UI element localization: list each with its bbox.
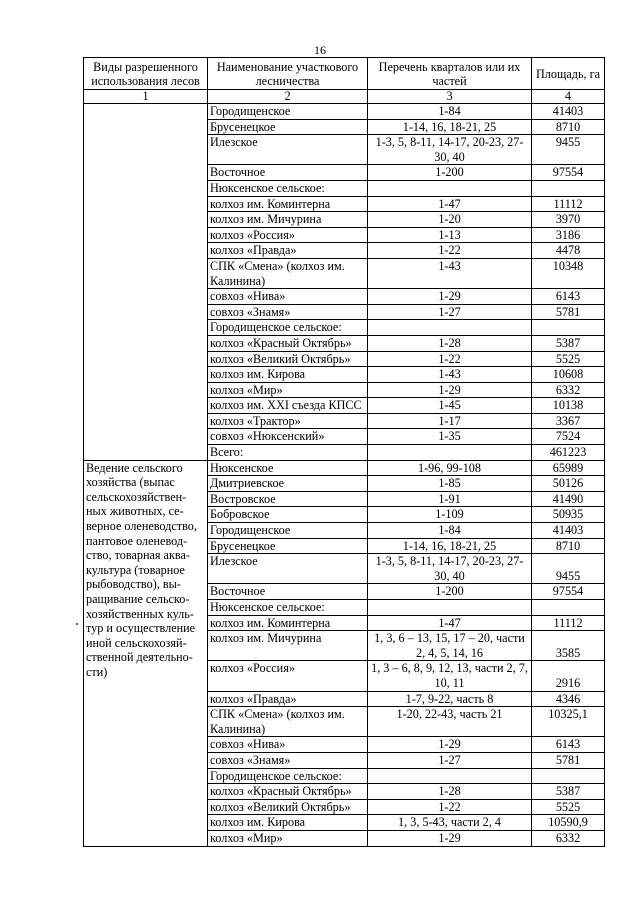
quarters-cell: 1-27 [368,304,532,320]
area-cell: 41403 [532,104,605,120]
district-name-cell: колхоз «Мир» [208,830,368,846]
district-name-cell: колхоз им. Мичурина [208,631,368,661]
district-name-cell: Восточное [208,165,368,181]
column-number: 1 [84,90,208,104]
quarters-cell: 1-28 [368,335,532,351]
district-name-cell: колхоз «Россия» [208,661,368,691]
area-cell: 97554 [532,165,605,181]
quarters-cell: 1-84 [368,104,532,120]
quarters-cell: 1-47 [368,615,532,631]
quarters-cell: 1-43 [368,367,532,383]
table-body [84,104,605,847]
district-name-cell: Илезское [208,554,368,584]
quarters-cell: 1-29 [368,830,532,846]
column-number: 3 [368,90,532,104]
area-cell: 10608 [532,367,605,383]
district-name-cell: Нюксенское сельское: [208,180,368,196]
district-name-cell: колхоз «Мир» [208,382,368,398]
header-row [84,58,605,90]
area-cell: 8710 [532,119,605,135]
quarters-cell: 1, 3 – 6, 8, 9, 12, 13, части 2, 7, 10, 11 [368,661,532,691]
district-name-cell: колхоз «Красный Октябрь» [208,335,368,351]
district-name-cell: колхоз «Великий Октябрь» [208,799,368,815]
quarters-cell: 1-22 [368,799,532,815]
area-cell: 5387 [532,784,605,800]
quarters-cell [368,445,532,461]
area-cell: 4478 [532,243,605,259]
quarters-cell: 1-47 [368,196,532,212]
district-name-cell: Илезское [208,135,368,165]
quarters-cell: 1-200 [368,165,532,181]
district-name-cell: Востровское [208,491,368,507]
district-name-cell: Брусенецкое [208,119,368,135]
header-quarters-list: Перечень кварталов или их частей [368,58,532,90]
quarters-cell [368,180,532,196]
quarters-cell: 1-14, 16, 18-21, 25 [368,119,532,135]
quarters-cell: 1-85 [368,476,532,492]
area-cell: 4346 [532,691,605,707]
district-name-cell: совхоз «Знамя» [208,752,368,768]
district-name-cell: Городищенское сельское: [208,768,368,784]
district-name-cell: Городищенское сельское: [208,320,368,336]
district-name-cell: Восточное [208,584,368,600]
area-cell [532,180,605,196]
quarters-cell: 1, 3, 6 – 13, 15, 17 – 20, части 2, 4, 5, 14, 16 [368,631,532,661]
area-cell: 41403 [532,523,605,539]
district-name-cell: совхоз «Знамя» [208,304,368,320]
area-cell: 10348 [532,258,605,288]
quarters-cell: 1, 3, 5-43, части 2, 4 [368,815,532,831]
page-number: 16 [314,43,326,57]
area-cell: 41490 [532,491,605,507]
area-cell: 5525 [532,351,605,367]
quarters-cell: 1-45 [368,398,532,414]
area-cell: 50126 [532,476,605,492]
district-name-cell: колхоз «Правда» [208,243,368,259]
district-name-cell: Всего: [208,445,368,461]
district-name-cell: колхоз им. Мичурина [208,212,368,228]
district-name-cell: совхоз «Нива» [208,289,368,305]
quarters-cell: 1-29 [368,737,532,753]
quarters-cell: 1-20 [368,212,532,228]
area-cell: 5387 [532,335,605,351]
quarters-cell: 1-3, 5, 8-11, 14-17, 20-23, 27-30, 40 [368,135,532,165]
area-cell: 3367 [532,413,605,429]
area-cell: 6332 [532,382,605,398]
area-cell: 11112 [532,196,605,212]
quarters-cell: 1-96, 99-108 [368,460,532,476]
area-cell: 11112 [532,615,605,631]
quarters-cell: 1-43 [368,258,532,288]
quarters-cell [368,600,532,616]
quarters-cell: 1-22 [368,243,532,259]
forest-usage-table [83,57,605,847]
table-row [84,460,605,476]
quarters-cell [368,768,532,784]
quarters-cell: 1-13 [368,227,532,243]
area-cell [532,768,605,784]
district-name-cell: Городищенское [208,523,368,539]
district-name-cell: Нюксенское [208,460,368,476]
header-usage-type: Виды разрешенного использования лесов [84,58,208,90]
column-number: 2 [208,90,368,104]
area-cell: 10138 [532,398,605,414]
area-cell: 2916 [532,661,605,691]
district-name-cell: Городищенское [208,104,368,120]
area-cell [532,600,605,616]
district-name-cell: колхоз «Великий Октябрь» [208,351,368,367]
area-cell: 5781 [532,304,605,320]
area-cell: 5781 [532,752,605,768]
quarters-cell: 1-84 [368,523,532,539]
district-name-cell: совхоз «Нива» [208,737,368,753]
area-cell: 10590,9 [532,815,605,831]
quarters-cell: 1-200 [368,584,532,600]
quarters-cell: 1-91 [368,491,532,507]
district-name-cell: Бобровское [208,507,368,523]
area-cell: 97554 [532,584,605,600]
district-name-cell: колхоз «Правда» [208,691,368,707]
quarters-cell: 1-109 [368,507,532,523]
area-cell: 50935 [532,507,605,523]
quarters-cell: 1-3, 5, 8-11, 14-17, 20-23, 27-30, 40 [368,554,532,584]
district-name-cell: СПК «Смена» (колхоз им. Калинина) [208,707,368,737]
area-cell: 3585 [532,631,605,661]
area-cell: 3186 [532,227,605,243]
column-number: 4 [532,90,605,104]
district-name-cell: СПК «Смена» (колхоз им. Калинина) [208,258,368,288]
quarters-cell: 1-28 [368,784,532,800]
usage-type-cell [84,104,208,461]
district-name-cell: колхоз им. Кирова [208,367,368,383]
area-cell: 65989 [532,460,605,476]
quarters-cell: 1-22 [368,351,532,367]
district-name-cell: колхоз им. XXI съезда КПСС [208,398,368,414]
quarters-cell: 1-29 [368,289,532,305]
area-cell [532,320,605,336]
district-name-cell: Брусенецкое [208,538,368,554]
quarters-cell: 1-17 [368,413,532,429]
area-cell: 8710 [532,538,605,554]
usage-type-cell: Ведение сельского хозяйства (выпас сельскохозяйствен-ных животных, се-верное оленеводство, пантовое оленевод-ство, товарная аква-культура (товарное рыбоводство), вы-ращивание сельско-хозяйственных куль-тур и осуществление иной сельскохозяй-ственной деятельно-сти) [84,460,208,846]
district-name-cell: колхоз им. Коминтерна [208,196,368,212]
quarters-cell: 1-27 [368,752,532,768]
area-cell: 3970 [532,212,605,228]
district-name-cell: колхоз им. Кирова [208,815,368,831]
district-name-cell: совхоз «Нюксенский» [208,429,368,445]
header-district-name: Наименование участкового лесничества [208,58,368,90]
quarters-cell: 1-35 [368,429,532,445]
district-name-cell: колхоз им. Коминтерна [208,615,368,631]
area-cell: 6143 [532,737,605,753]
district-name-cell: колхоз «Россия» [208,227,368,243]
area-cell: 5525 [532,799,605,815]
quarters-cell [368,320,532,336]
area-cell: 6143 [532,289,605,305]
area-cell: 9455 [532,554,605,584]
quarters-cell: 1-7, 9-22, часть 8 [368,691,532,707]
area-cell: 7524 [532,429,605,445]
district-name-cell: Нюксенское сельское: [208,600,368,616]
quarters-cell: 1-14, 16, 18-21, 25 [368,538,532,554]
area-cell: 10325,1 [532,707,605,737]
quarters-cell: 1-29 [368,382,532,398]
area-cell: 6332 [532,830,605,846]
header-area: Площадь, га [532,58,605,90]
district-name-cell: колхоз «Трактор» [208,413,368,429]
quarters-cell: 1-20, 22-43, часть 21 [368,707,532,737]
district-name-cell: Дмитриевское [208,476,368,492]
scan-mark [76,623,78,625]
column-number-row [84,90,605,104]
area-cell: 461223 [532,445,605,461]
table-row [84,104,605,120]
area-cell: 9455 [532,135,605,165]
district-name-cell: колхоз «Красный Октябрь» [208,784,368,800]
